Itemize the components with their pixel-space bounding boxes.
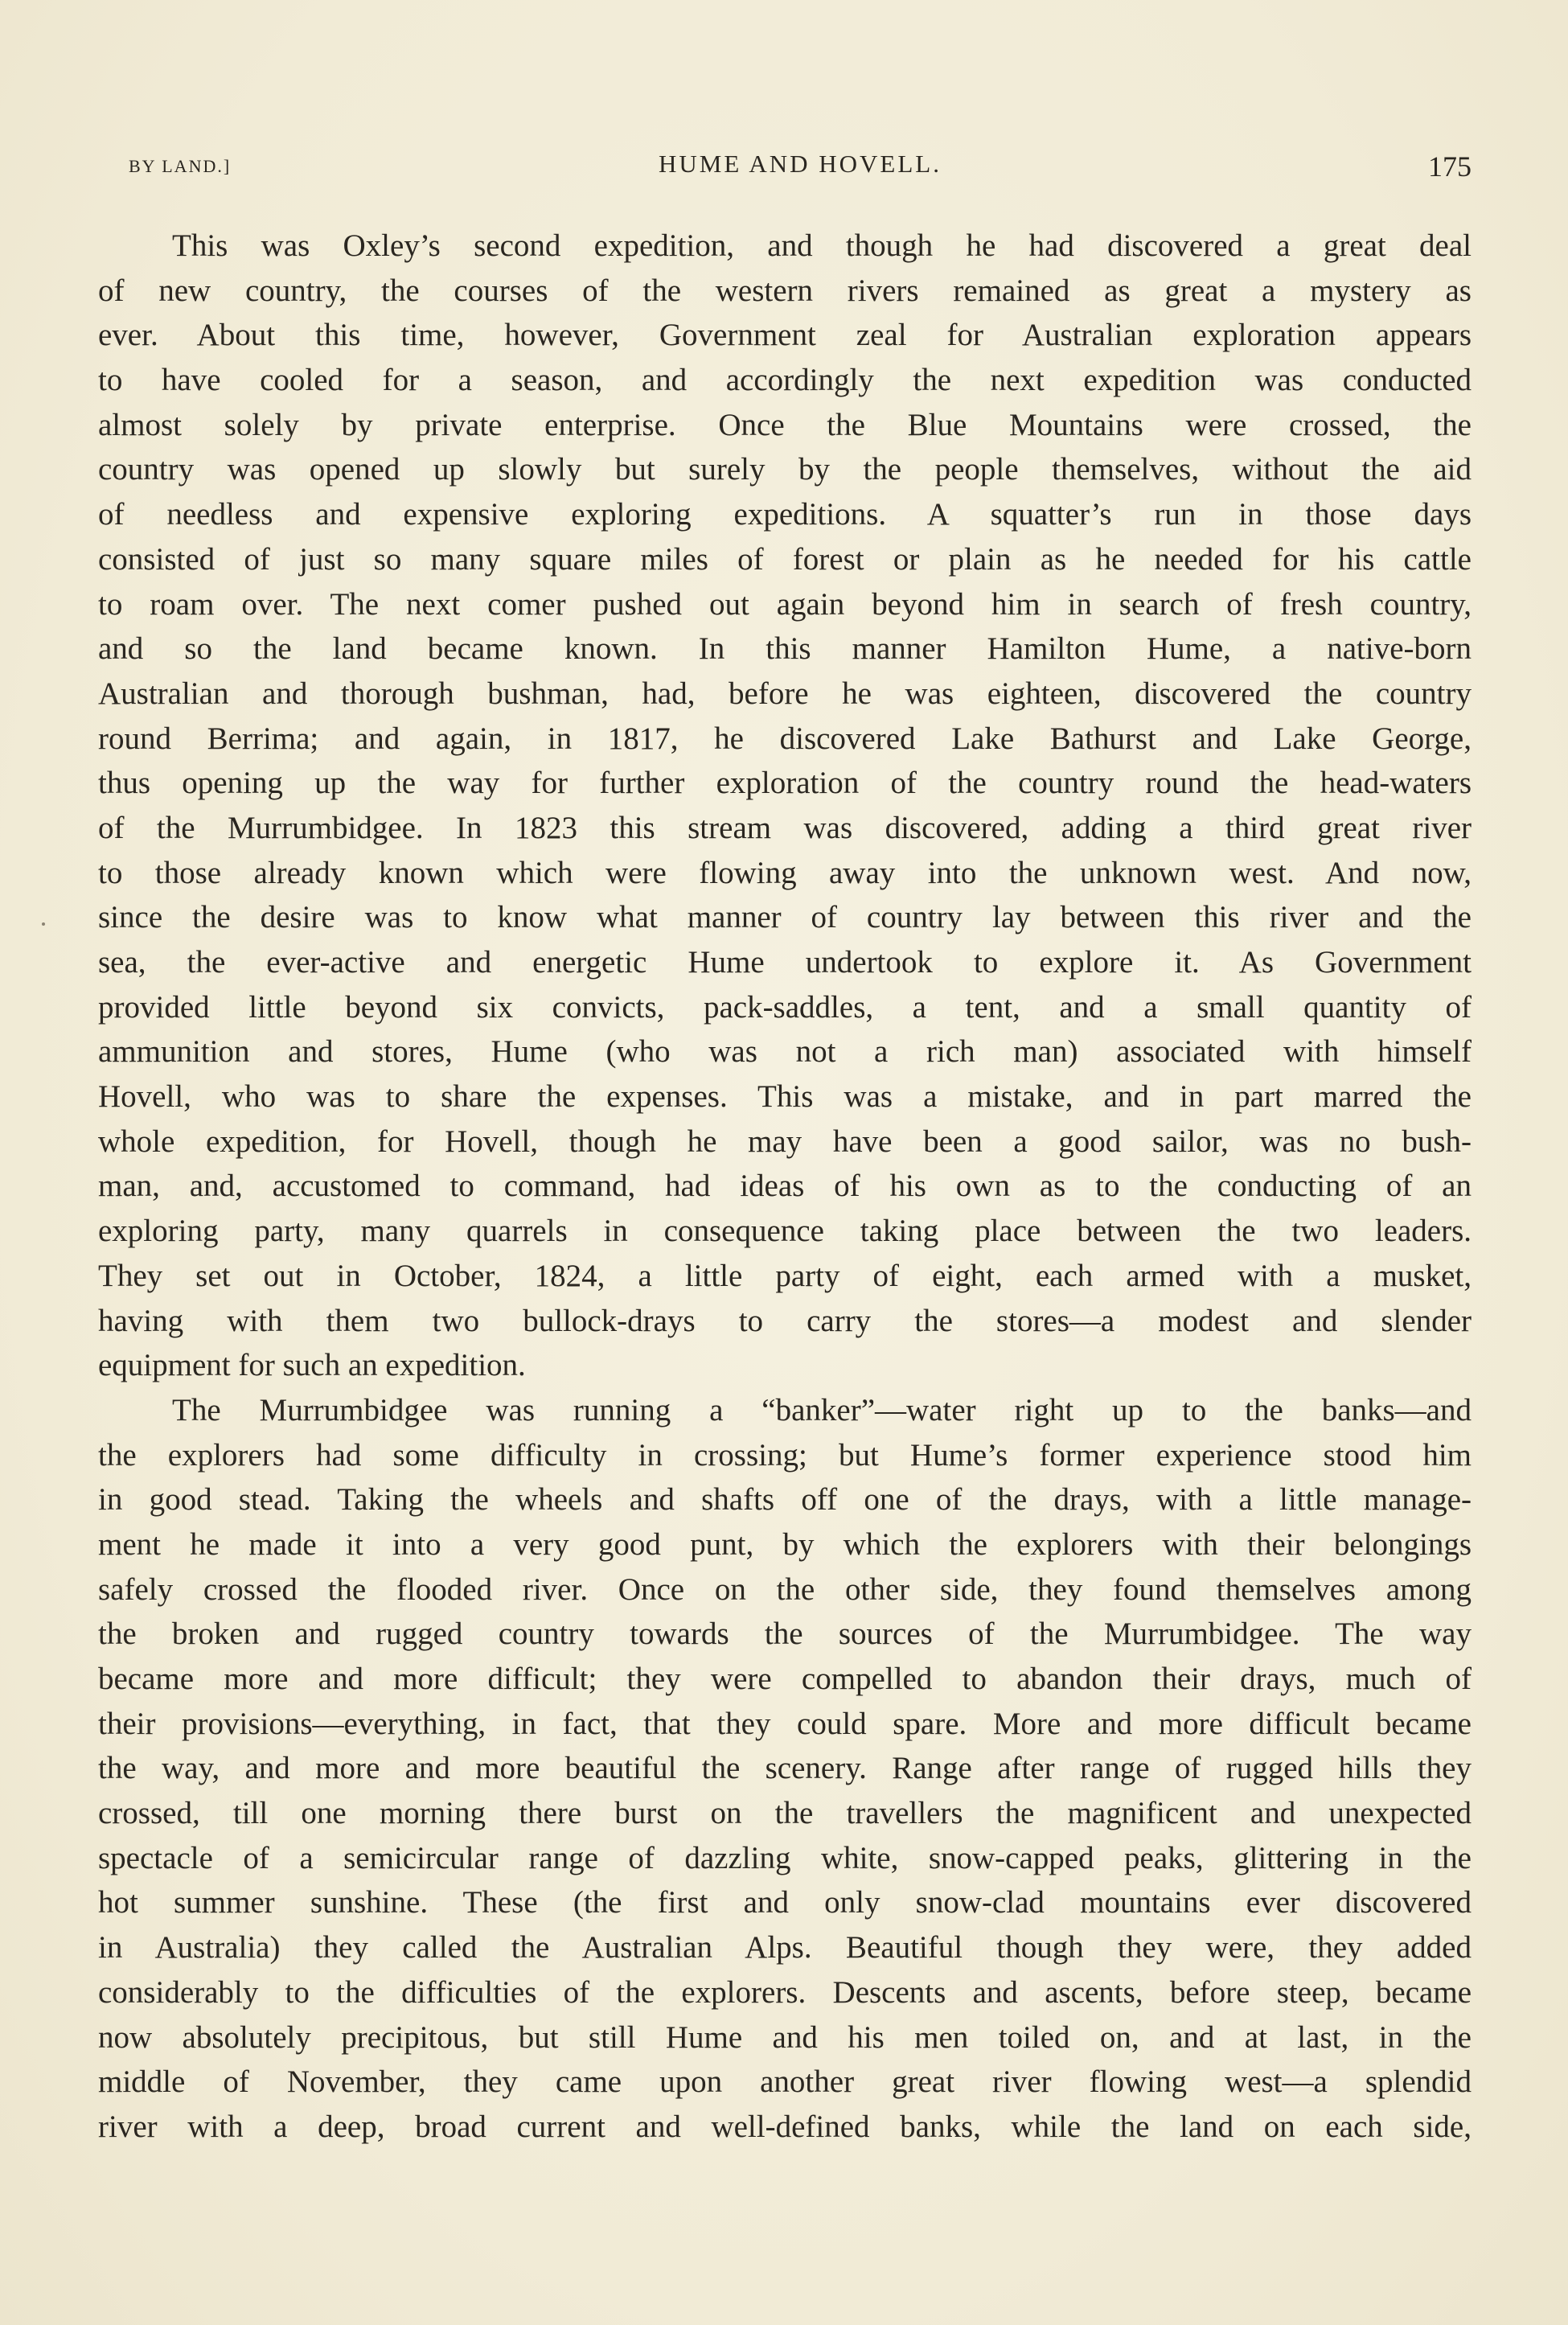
text-line: sea, the ever-active and energetic Hume undertook to explore it. As Government xyxy=(98,945,1472,980)
text-line: to roam over. The next comer pushed out again beyond him in search of fresh country, xyxy=(98,586,1472,622)
text-line: thus opening up the way for further exploration of the country round the head-waters xyxy=(98,766,1472,801)
text-line: hot summer sunshine. These (the first and only snow-clad mountains ever discovered xyxy=(98,1885,1472,1920)
text-line: whole expedition, for Hovell, though he may have been a good sailor, was no bush- xyxy=(98,1123,1472,1159)
text-line: ment he made it into a very good punt, by which the explorers with their belongings xyxy=(98,1526,1472,1562)
text-line: the explorers had some difficulty in crossing; but Hume’s former experience stood him xyxy=(98,1437,1472,1473)
section-label: BY LAND.] xyxy=(129,156,232,176)
text-line: their provisions—everything, in fact, that they could spare. More and more difficult became xyxy=(98,1706,1472,1741)
margin-speck xyxy=(42,922,45,926)
text-line: They set out in October, 1824, a little party of eight, each armed with a musket, xyxy=(98,1258,1472,1293)
text-line: ever. About this time, however, Government zeal for Australian exploration appears xyxy=(98,318,1472,353)
text-line: the way, and more and more beautiful the scenery. Range after range of rugged hills they xyxy=(98,1751,1472,1786)
text-line: now absolutely precipitous, but still Hume and his men toiled on, and at last, in the xyxy=(98,2019,1472,2055)
text-line: Australian and thorough bushman, had, before he was eighteen, discovered the country xyxy=(98,676,1472,711)
text-line: considerably to the difficulties of the explorers. Descents and ascents, before steep, became xyxy=(98,1974,1472,2010)
text-line: to have cooled for a season, and accordingly the next expedition was conducted xyxy=(98,363,1472,398)
text-line: man, and, accustomed to command, had ideas of his own as to the conducting of an xyxy=(98,1169,1472,1204)
text-line: equipment for such an expedition. xyxy=(98,1348,526,1383)
text-line: became more and more difficult; they were compelled to abandon their drays, much of xyxy=(98,1662,1472,1696)
text-line: of new country, the courses of the western rivers remained as great a mystery as xyxy=(98,273,1472,308)
body-text xyxy=(98,224,1472,2150)
text-line: safely crossed the flooded river. Once on the other side, they found themselves among xyxy=(98,1571,1472,1607)
text-line: spectacle of a semicircular range of dazzling white, snow-capped peaks, glittering in the xyxy=(98,1840,1472,1875)
text-line: almost solely by private enterprise. Once the Blue Mountains were crossed, the xyxy=(98,407,1472,442)
text-line: ammunition and stores, Hume (who was not a rich man) associated with himself xyxy=(98,1034,1472,1070)
text-line: round Berrima; and again, in 1817, he discovered Lake Bathurst and Lake George, xyxy=(98,721,1472,756)
text-line: Hovell, who was to share the expenses. This was a mistake, and in part marred the xyxy=(98,1079,1472,1115)
text-line: of needless and expensive exploring expeditions. A squatter’s run in those days xyxy=(98,497,1472,532)
text-line: The Murrumbidgee was running a “banker”—water right up to the banks—and xyxy=(172,1392,1472,1427)
text-line: in Australia) they called the Australian Alps. Beautiful though they were, they added xyxy=(98,1930,1472,1966)
running-header xyxy=(129,150,1472,185)
text-line: and so the land became known. In this manner Hamilton Hume, a native-born xyxy=(98,631,1472,667)
text-line: to those already known which were flowing away into the unknown west. And now, xyxy=(98,855,1472,890)
text-line: country was opened up slowly but surely by the people themselves, without the aid xyxy=(98,452,1472,487)
text-line: the broken and rugged country towards the sources of the Murrumbidgee. The way xyxy=(98,1616,1472,1652)
text-line: river with a deep, broad current and well-defined banks, while the land on each side, xyxy=(98,2109,1472,2144)
text-line: having with them two bullock-drays to carry the stores—a modest and slender xyxy=(98,1303,1472,1338)
text-line: in good stead. Taking the wheels and shafts off one of the drays, with a little manage- xyxy=(98,1482,1472,1518)
text-line: This was Oxley’s second expedition, and though he had discovered a great deal xyxy=(172,228,1472,263)
text-line: exploring party, many quarrels in consequence taking place between the two leaders. xyxy=(98,1214,1472,1249)
text-line: provided little beyond six convicts, pack-saddles, a tent, and a small quantity of xyxy=(98,989,1472,1025)
text-line: consisted of just so many square miles of forest or plain as he needed for his cattle xyxy=(98,541,1472,577)
text-line: since the desire was to know what manner of country lay between this river and the xyxy=(98,900,1472,935)
page-title: HUME AND HOVELL. xyxy=(659,150,942,178)
text-line: of the Murrumbidgee. In 1823 this stream was discovered, adding a third great river xyxy=(98,810,1472,845)
text-line: middle of November, they came upon another great river flowing west—a splendid xyxy=(98,2064,1472,2100)
page-number: 175 xyxy=(1428,150,1472,183)
text-line: crossed, till one morning there burst on the travellers the magnificent and unexpected xyxy=(98,1796,1472,1831)
